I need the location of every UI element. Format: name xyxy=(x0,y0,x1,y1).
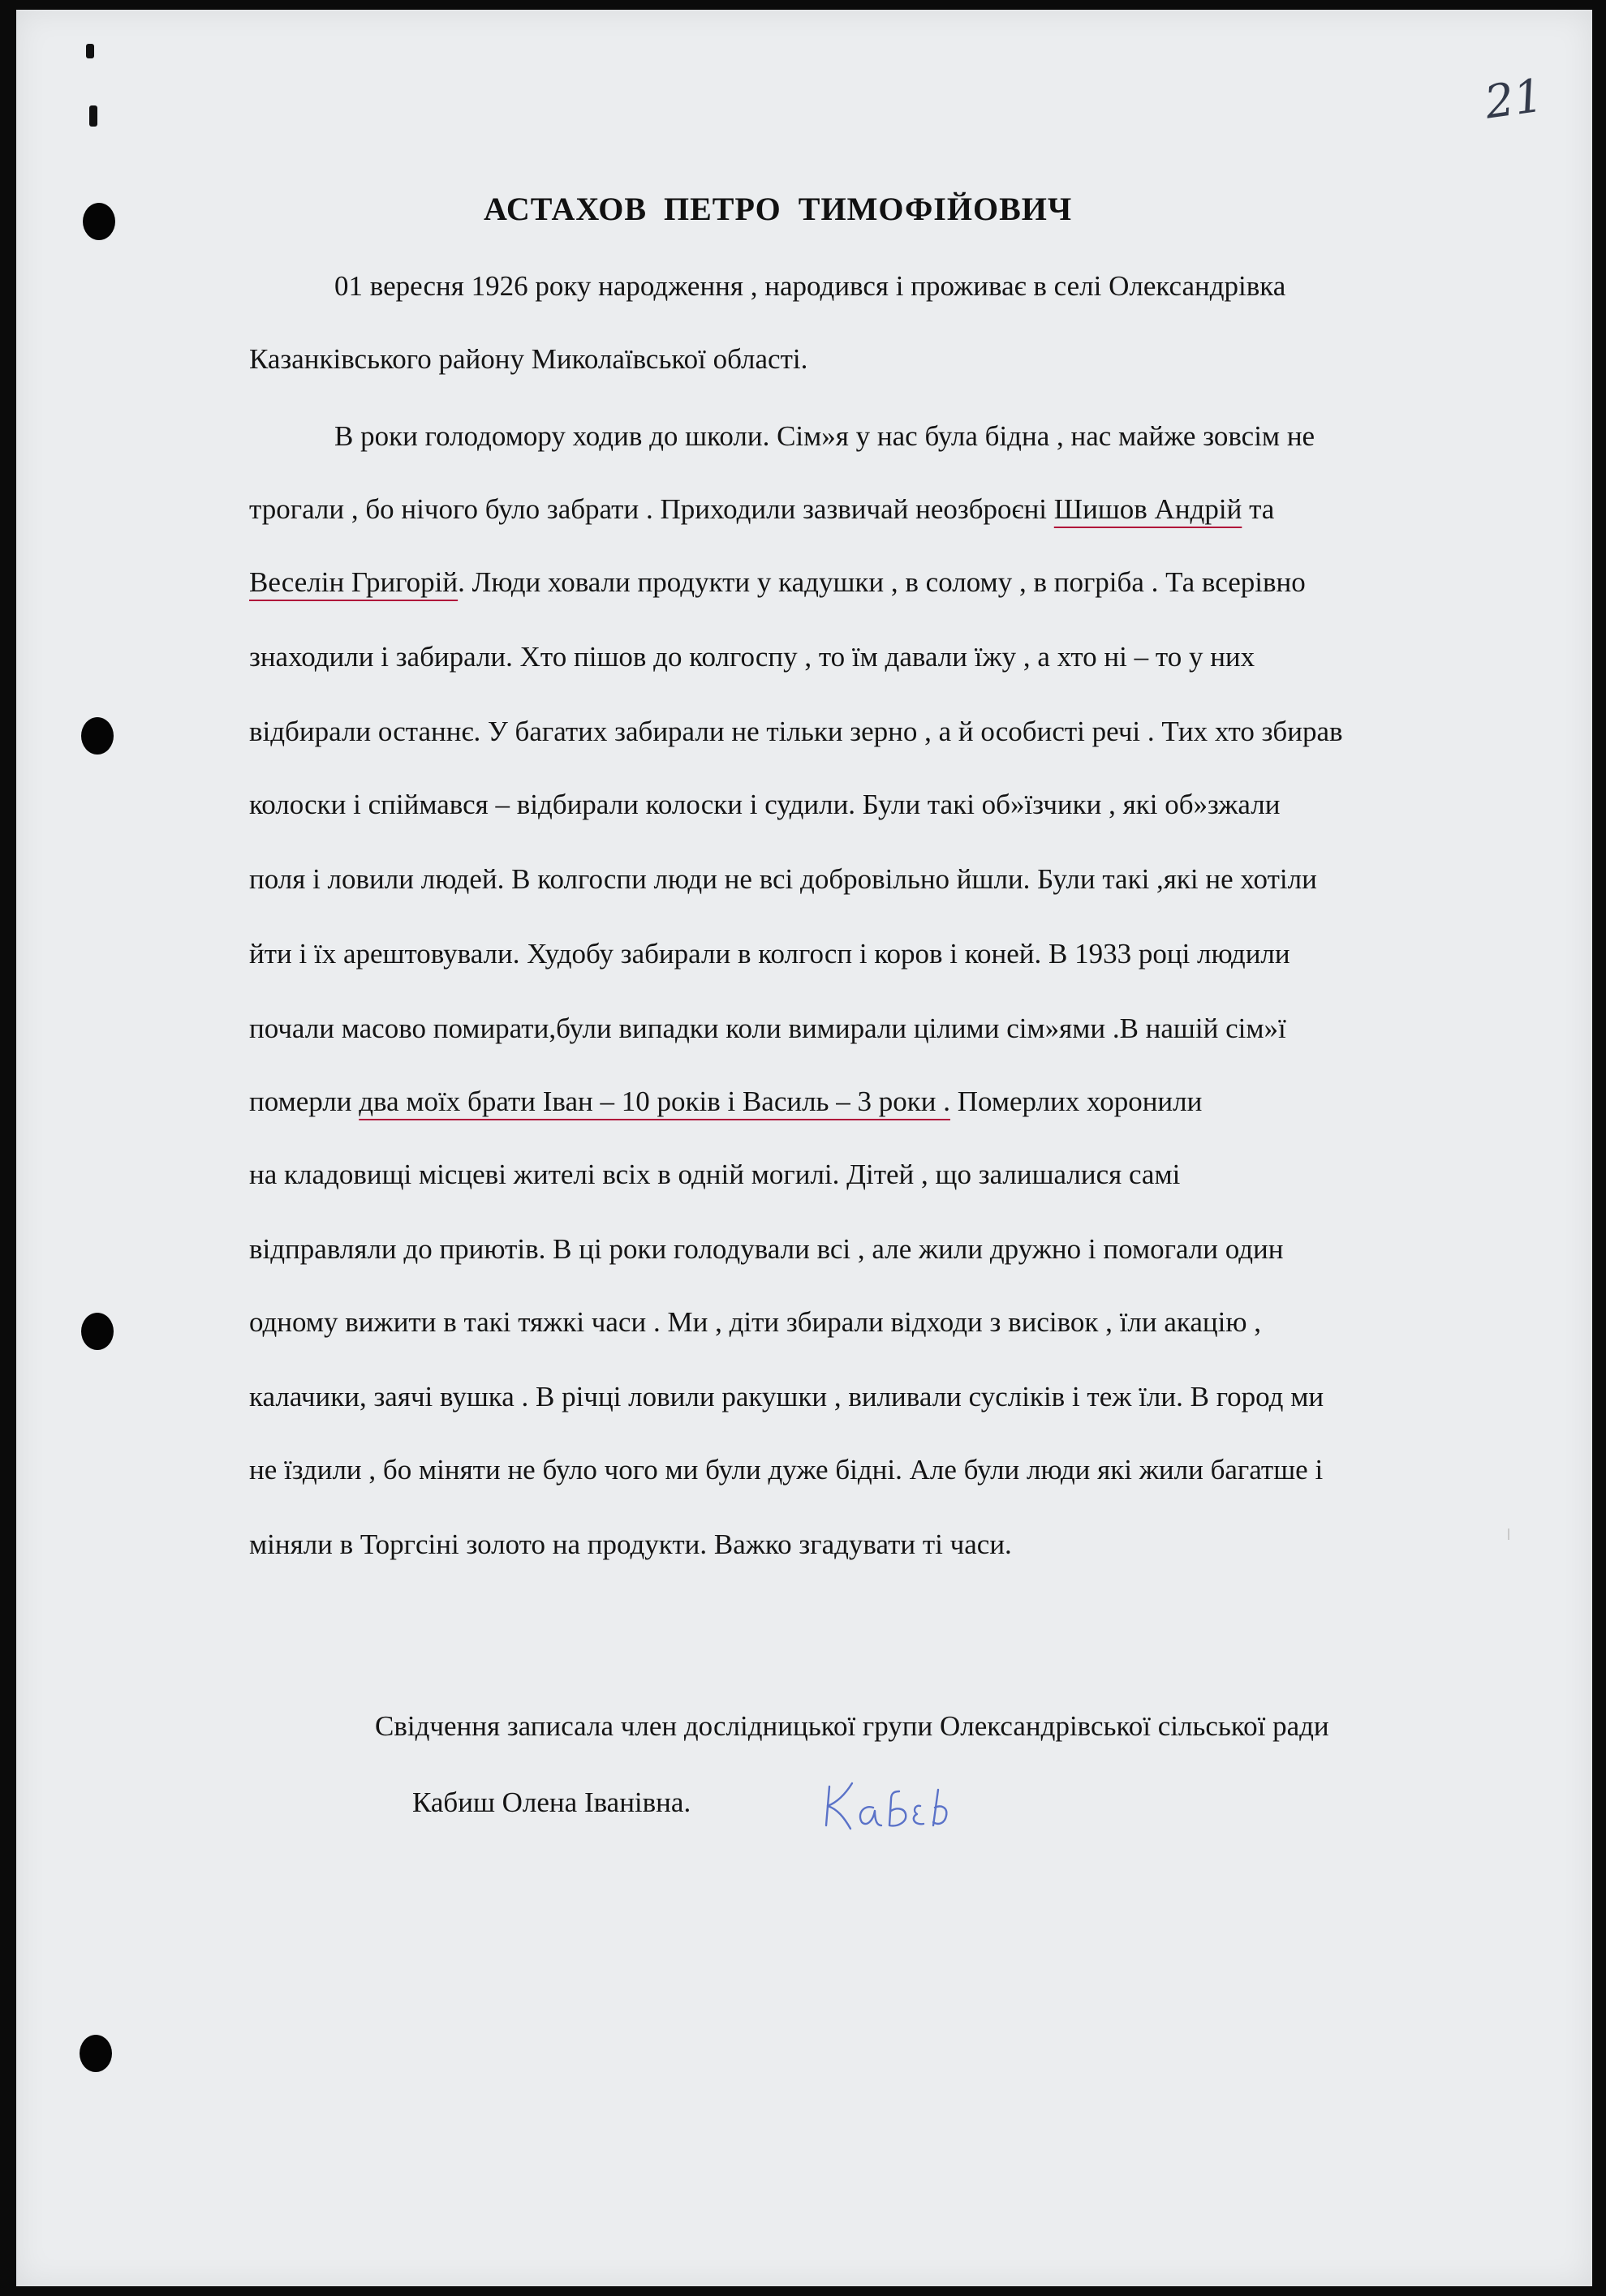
punch-hole xyxy=(81,1313,114,1350)
punch-hole xyxy=(83,203,115,240)
text-line: знаходили і забирали. Хто пішов до колгоспу , то їм давали їжу , а хто ні – то у них xyxy=(249,641,1255,673)
text-line xyxy=(249,495,1274,523)
staple-mark xyxy=(89,105,97,127)
text-line: не їздили , бо міняти не було чого ми були дуже бідні. Але були люди які жили багатше і xyxy=(249,1454,1324,1486)
text-line: калачики, заячі вушка . В річці ловили ракушки , виливали сусліків і теж їли. В город ми xyxy=(249,1381,1324,1412)
text-line: на кладовищі місцеві жителі всіх в одній могилі. Дітей , що залишалися самі xyxy=(249,1159,1181,1190)
text-line: йти і їх арештовували. Худобу забирали в колгосп і коров і коней. В 1933 році людили xyxy=(249,938,1290,970)
text-line: почали масово помирати,були випадки коли вимирали цілими сім»ями .В нашій сім»ї xyxy=(249,1013,1286,1044)
text-line xyxy=(249,1087,1202,1116)
underlined-name: Шишов Андрій xyxy=(1053,493,1242,525)
recorded-by-line: Свідчення записала член дослідницької групи Олександрівської сільської ради xyxy=(375,1710,1329,1742)
punch-hole xyxy=(81,717,114,755)
underlined-phrase: два моїх брати Іван – 10 років і Василь – 3 роки . xyxy=(359,1086,950,1117)
text-fragment: та xyxy=(1242,493,1275,525)
text-line: міняли в Торгсіні золото на продукти. Важко згадувати ті часи. xyxy=(249,1529,1012,1560)
text-line: В роки голодомору ходив до школи. Сім»я у нас була бідна , нас майже зовсім не xyxy=(334,420,1315,452)
text-line: відбирали останнє. У багатих забирали не тільки зерно , а й особисті речі . Тих хто збирав xyxy=(249,716,1343,747)
document-sheet xyxy=(16,10,1592,2286)
text-line: Казанківського району Миколаївської області. xyxy=(249,343,808,375)
text-line: одному вижити в такі тяжкі часи . Ми , діти збирали відходи з висівок , їли акацію , xyxy=(249,1306,1261,1338)
text-line: 01 вересня 1926 року народження , народився і проживає в селі Олександрівка xyxy=(334,270,1286,302)
faint-mark xyxy=(1508,1529,1509,1540)
text-fragment: померли xyxy=(249,1086,360,1117)
document-title: АСТАХОВ ПЕТРО ТИМОФІЙОВИЧ xyxy=(484,191,1073,227)
recorder-name: Кабиш Олена Іванівна. xyxy=(412,1786,691,1818)
text-fragment: трогали , бо нічого було забрати . Приходили зазвичай неозброєні xyxy=(249,493,1054,525)
text-line: колоски і спіймався – відбирали колоски і судили. Були такі об»їзчики , які об»зжали xyxy=(249,789,1281,820)
text-fragment: . Люди ховали продукти у кадушки , в солому , в погріба . Та всерівно xyxy=(458,566,1306,598)
page-number: 21 xyxy=(1481,69,1547,130)
staple-mark xyxy=(86,44,94,58)
text-line: відправляли до приютів. В ці роки голодували всі , але жили дружно і помогали один xyxy=(249,1233,1284,1265)
text-line: поля і ловили людей. В колгоспи люди не всі добровільно йшли. Були такі ,які не хотіли xyxy=(249,863,1317,895)
text-fragment: Померлих хоронили xyxy=(950,1086,1203,1117)
text-line xyxy=(249,568,1306,596)
signature xyxy=(820,1772,982,1837)
underlined-name: Веселін Григорій xyxy=(249,566,459,598)
punch-hole xyxy=(80,2035,112,2072)
